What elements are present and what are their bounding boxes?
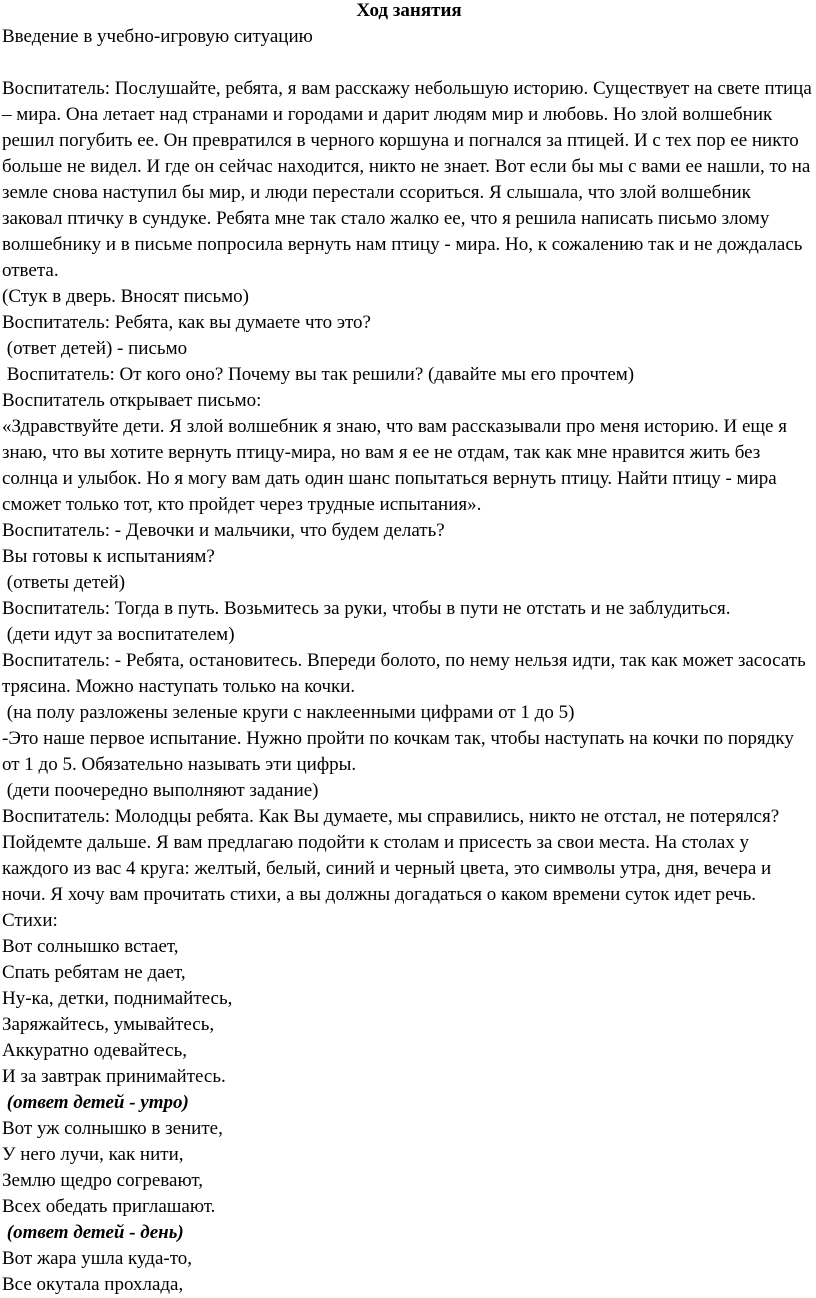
poem-line: Вот уж солнышко в зените, bbox=[2, 1118, 223, 1139]
text-line: Вы готовы к испытаниям? bbox=[2, 546, 215, 567]
document-page bbox=[2, 0, 812, 1298]
stage-note: (на полу разложены зеленые круги с наклеенными цифрами от 1 до 5) bbox=[2, 702, 575, 723]
poem-line: У него лучи, как нити, bbox=[2, 1144, 184, 1165]
letter-paragraph: «Здравствуйте дети. Я злой волшебник я знаю, что вам рассказывали про меня историю. И еще я знаю, что вы хотите вернуть птицу-мира, но вам я ее не отдам, так как мне нравится жить без солнца и улыбок. Но я могу вам дать один шанс попытаться вернуть птицу. Найти птицу - мира сможет только тот, кто пройдет через трудные испытания». bbox=[2, 416, 787, 515]
page-title: Ход занятия bbox=[356, 0, 462, 21]
text-line: Воспитатель: Ребята, как вы думаете что это? bbox=[2, 312, 371, 333]
poem-line: Заряжайтесь, умывайтесь, bbox=[2, 1014, 215, 1035]
poem-line: Спать ребятам не дает, bbox=[2, 962, 186, 983]
poem-line: Ну-ка, детки, поднимайтесь, bbox=[2, 988, 233, 1009]
praise-paragraph: Воспитатель: Молодцы ребята. Как Вы думаете, мы справились, никто не отстал, не потерялся? Пойдемте дальше. Я вам предлагаю подойти к столам и присесть за свои места. На столах у каждого из вас 4 круга: желтый, белый, синий и черный цвета, это символы утра, дня, вечера и ночи. Я хочу вам прочитать стихи, а вы должны догадаться о каком времени суток идет речь. bbox=[2, 806, 780, 905]
answer-morning: (ответ детей - утро) bbox=[2, 1092, 189, 1113]
swamp-paragraph: Воспитатель: - Ребята, остановитесь. Впереди болото, по нему нельзя идти, так как может засосать трясина. Можно наступать только на кочки. bbox=[2, 650, 806, 697]
section-subtitle: Введение в учебно-игровую ситуацию bbox=[2, 26, 313, 47]
poem-line: Аккуратно одевайтесь, bbox=[2, 1040, 188, 1061]
text-line: Воспитатель: - Девочки и мальчики, что будем делать? bbox=[2, 520, 445, 541]
text-line: (дети идут за воспитателем) bbox=[2, 624, 235, 645]
task-paragraph: -Это наше первое испытание. Нужно пройти по кочкам так, чтобы наступать на кочки по порядку от 1 до 5. Обязательно называть эти цифры. bbox=[2, 728, 794, 775]
intro-paragraph: Воспитатель: Послушайте, ребята, я вам расскажу небольшую историю. Существует на свете птица – мира. Она летает над странами и городами и дарит людям мир и любовь. Но злой волшебник решил погубить ее. Он превратился в черного коршуна и погнался за птицей. И с тех пор ее никто больше не видел. И где он сейчас находится, никто не знает. Вот если бы мы с вами ее нашли, то на земле снова наступил бы мир, и люди перестали ссориться. Я слышала, что злой волшебник заковал птичку в сундуке. Ребята мне так стало жалко ее, что я решила написать письмо злому волшебнику и в письме попросила вернуть нам птицу - мира. Но, к сожалению так и не дождалась ответа. bbox=[2, 78, 812, 281]
poem-line: Вот солнышко встает, bbox=[2, 936, 179, 957]
poem-line: Все окутала прохлада, bbox=[2, 1274, 184, 1295]
poem-line: Землю щедро согревают, bbox=[2, 1170, 204, 1191]
poem-line: И за завтрак принимайтесь. bbox=[2, 1066, 226, 1087]
stage-note: (дети поочередно выполняют задание) bbox=[2, 780, 319, 801]
answer-day: (ответ детей - день) bbox=[2, 1222, 184, 1243]
poem-line: Всех обедать приглашают. bbox=[2, 1196, 216, 1217]
text-line: (ответ детей) - письмо bbox=[2, 338, 188, 359]
poems-label: Стихи: bbox=[2, 910, 58, 931]
text-line: (Стук в дверь. Вносят письмо) bbox=[2, 286, 249, 307]
blank-line bbox=[2, 50, 812, 76]
text-line: Воспитатель открывает письмо: bbox=[2, 390, 262, 411]
text-line: Воспитатель: От кого оно? Почему вы так решили? (давайте мы его прочтем) bbox=[2, 364, 635, 385]
text-line: (ответы детей) bbox=[2, 572, 126, 593]
poem-line: Вот жара ушла куда-то, bbox=[2, 1248, 193, 1269]
text-line: Воспитатель: Тогда в путь. Возьмитесь за руки, чтобы в пути не отстать и не заблудиться. bbox=[2, 598, 731, 619]
